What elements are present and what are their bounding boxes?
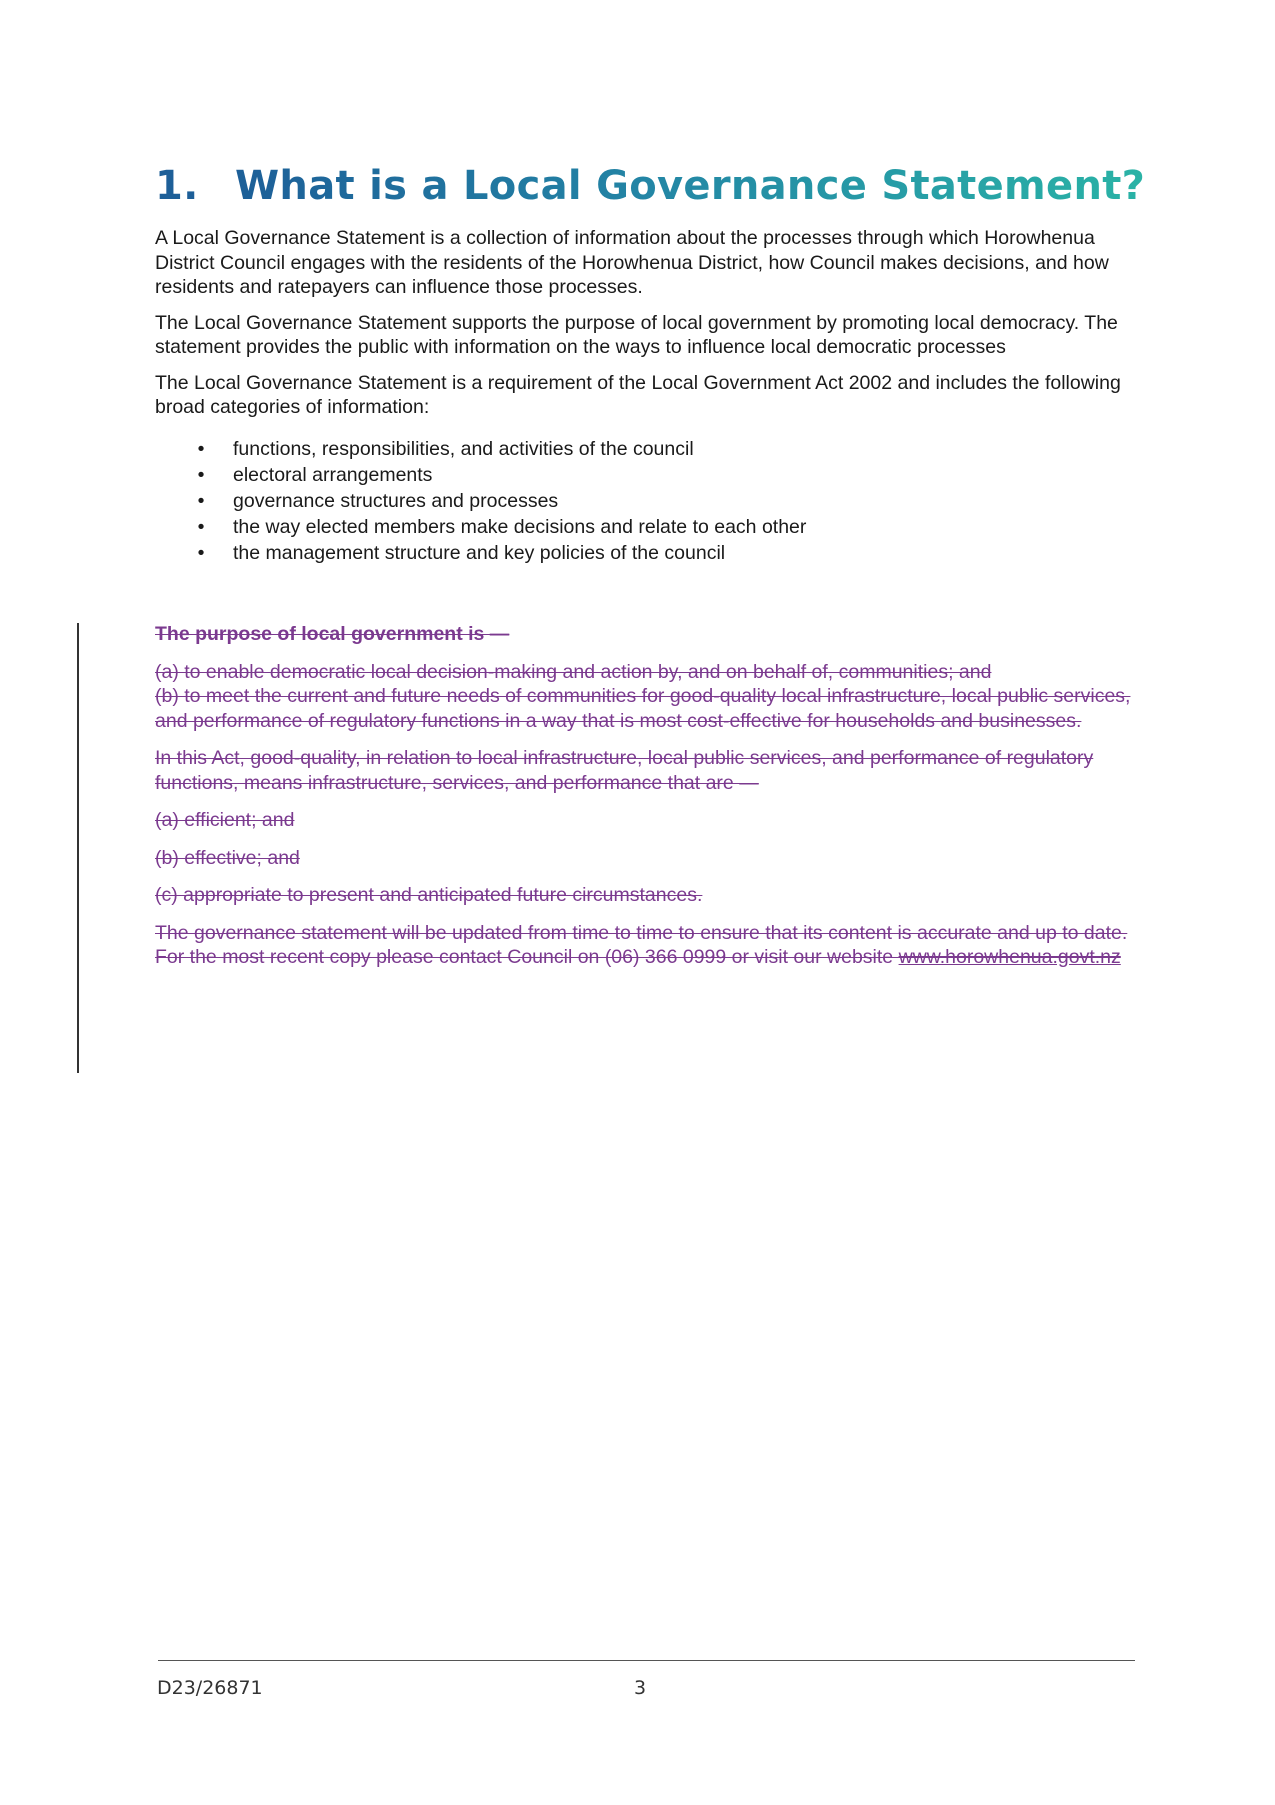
- purpose-b: (b) to meet the current and future needs of communities for good-quality local infrastructure, local public services, and performance of regulatory functions in a way that is most cost-effective for households and businesses.: [155, 685, 1131, 732]
- deleted-text-section: [155, 622, 1135, 983]
- footer-page-number: 3: [634, 1677, 647, 1699]
- list-item: • the management structure and key policies of the council: [155, 540, 1135, 566]
- intro-body: [155, 226, 1135, 566]
- categories-list: [155, 436, 1135, 566]
- list-item: • governance structures and processes: [155, 488, 1135, 514]
- deleted-item-a: (a) efficient; and: [155, 809, 295, 831]
- deleted-purpose-block: [155, 660, 1135, 734]
- bullet-icon: •: [197, 463, 205, 486]
- bullet-icon: •: [197, 541, 205, 564]
- list-item: • the way elected members make decisions and relate to each other: [155, 514, 1135, 540]
- deleted-good-quality-intro: In this Act, good-quality, in relation to local infrastructure, local public services, and performance of regulatory functions, means infrastructure, services, and performance that are —: [155, 747, 1094, 794]
- website-link[interactable]: www.horowhenua.govt.nz: [898, 946, 1121, 968]
- deleted-item-b: (b) effective; and: [155, 846, 300, 869]
- list-item: • electoral arrangements: [155, 462, 1135, 488]
- bullet-icon: •: [197, 489, 205, 512]
- bullet-icon: •: [197, 437, 205, 460]
- tracked-change-bar: [77, 623, 79, 1073]
- deleted-heading: The purpose of local government is —: [155, 623, 510, 645]
- bullet-icon: •: [197, 515, 205, 538]
- section-title: What is a Local Governance Statement?: [235, 163, 1146, 209]
- footer-divider: [158, 1660, 1135, 1661]
- section-number: 1.: [155, 163, 199, 209]
- deleted-update-note: The governance statement will be updated from time to time to ensure that its content is accurate and up to date. For the most recent copy please contact Council on (06) 366 0999 or visit our website www.horowhenua.govt.nz: [155, 921, 1128, 968]
- deleted-item-c: (c) appropriate to present and anticipated future circumstances.: [155, 884, 703, 906]
- intro-paragraph-2: The Local Governance Statement supports the purpose of local government by promoting local democracy. The statement provides the public with information on the ways to influence local democratic processes: [155, 311, 1118, 358]
- intro-paragraph-1: A Local Governance Statement is a collection of information about the processes through which Horowhenua District Council engages with the residents of the Horowhenua District, how Council makes decisions, and how residents and ratepayers can influence those processes.: [155, 227, 1109, 298]
- footer-document-reference: D23/26871: [157, 1677, 263, 1699]
- list-item: • functions, responsibilities, and activities of the council: [155, 436, 1135, 462]
- purpose-a: (a) to enable democratic local decision-making and action by, and on behalf of, communities; and: [155, 660, 992, 683]
- intro-paragraph-3: The Local Governance Statement is a requirement of the Local Government Act 2002 and includes the following broad categories of information:: [155, 371, 1121, 418]
- section-heading: [155, 160, 1155, 212]
